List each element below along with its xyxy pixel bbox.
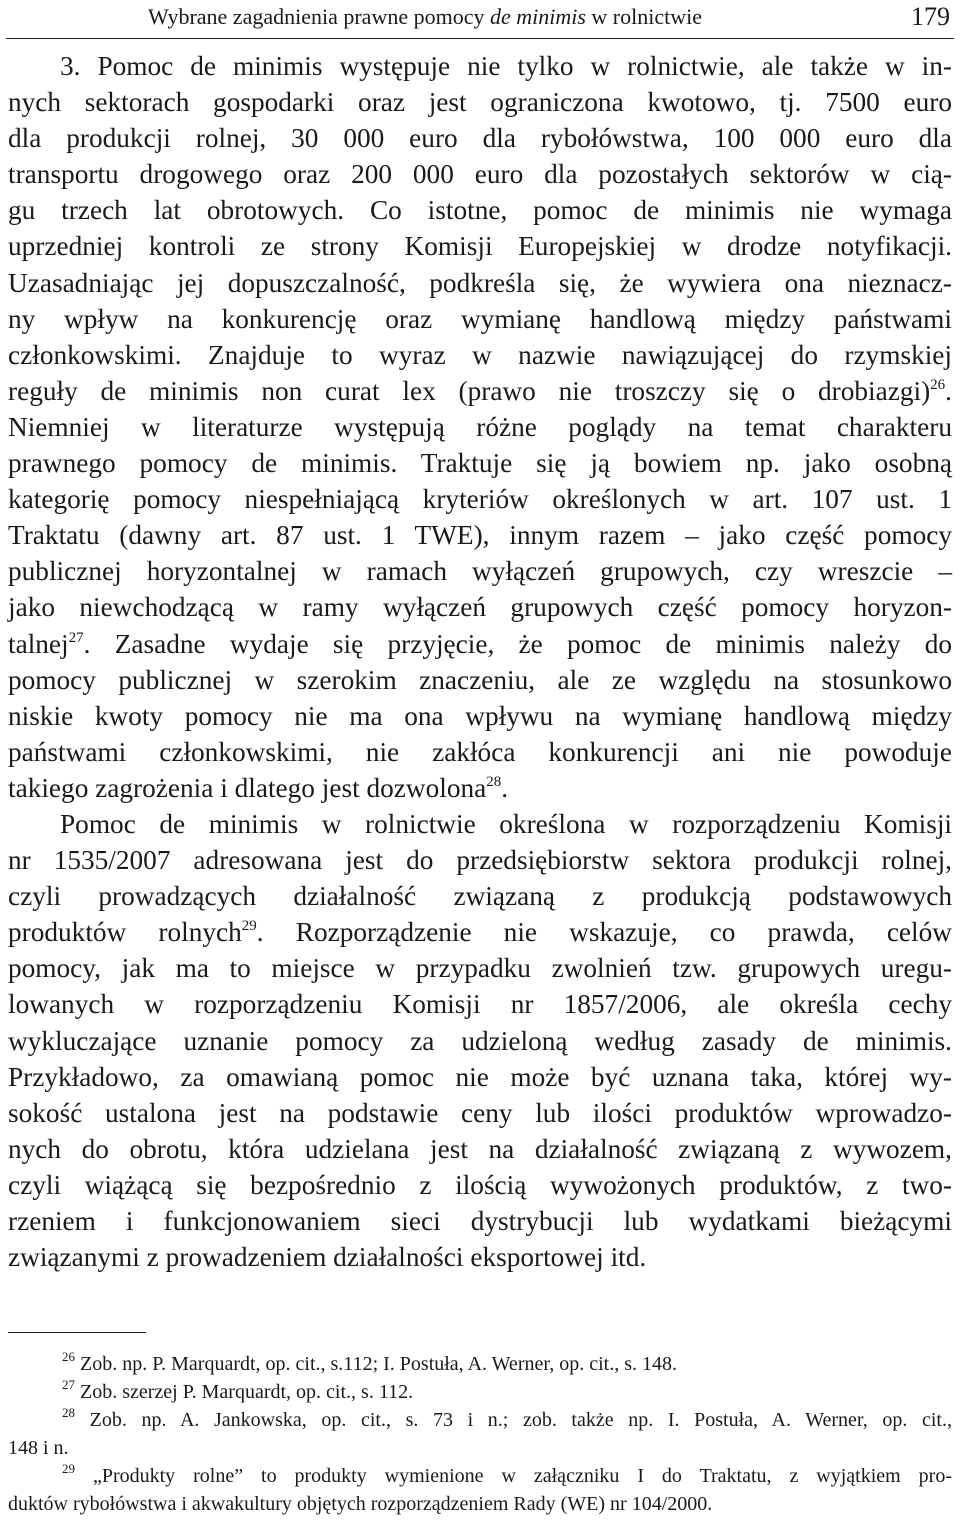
text-line: pomocy, jak ma to miejsce w przypadku zwolnień tzw. grupowych uregu- <box>8 953 952 984</box>
footnote-number: 27 <box>62 1377 75 1392</box>
text-line: Niemniej w literaturze występują różne poglądy na temat charakteru <box>8 411 952 442</box>
footnote-separator <box>8 1332 146 1333</box>
text-line: Uzasadniając jej dopuszczalność, podkreśla się, że wywiera ona nieznacz- <box>8 267 952 298</box>
footnote-number: 28 <box>62 1405 75 1420</box>
text-line: Traktatu (dawny art. 87 ust. 1 TWE), innym razem – jako część pomocy <box>8 520 952 551</box>
footnote-ref[interactable]: 28 <box>486 773 502 790</box>
footnote-ref[interactable]: 29 <box>241 918 257 935</box>
footnote: $^{26}$ Zob. np. P. Marquardt, op. cit., s.112; I. Postuła, A. Werner, op. cit., s. 148. <box>62 1349 677 1375</box>
text-line: publicznej horyzontalnej w ramach wyłączeń grupowych, czy wreszcie – <box>8 556 952 587</box>
footnote: $^{28}$ Zob. np. A. Jankowska, op. cit., s. 73 i n.; zob. także np. I. Postuła, A. Werner, op. cit., <box>62 1405 952 1431</box>
text-line: związanymi z prowadzeniem działalności eksportowej itd. <box>8 1242 647 1273</box>
text-line: prawnego pomocy de minimis. Traktuje się ją bowiem np. jako osobną <box>8 448 952 479</box>
footnote-number: 29 <box>62 1461 75 1476</box>
footnote-continuation: 148 i n. <box>8 1437 69 1459</box>
text-line: pomocy publicznej w szerokim znaczeniu, ale ze względu na stosunkowo <box>8 664 952 695</box>
footnotes <box>8 1350 952 1518</box>
text-line: niskie kwoty pomocy nie ma ona wpływu na wymianę handlową między <box>8 700 952 731</box>
text-line: Przykładowo, za omawianą pomoc nie może być uznana taka, której wy- <box>8 1061 952 1092</box>
text-line: gu trzech lat obrotowych. Co istotne, pomoc de minimis nie wymaga <box>8 195 952 226</box>
text-line: dla produkcji rolnej, 30 000 euro dla rybołówstwa, 100 000 euro dla <box>8 123 952 154</box>
text-line: członkowskimi. Znajduje to wyraz w nazwie nawiązującej do rzymskiej <box>8 339 952 370</box>
text-line: uprzedniej kontroli ze strony Komisji Europejskiej w drodze notyfikacji. <box>8 231 952 262</box>
text-line: wykluczające uznanie pomocy za udzieloną według zasady de minimis. <box>8 1025 952 1056</box>
text-line: produktów rolnych$^{29}$. Rozporządzenie nie wskazuje, co prawda, celów <box>8 917 952 948</box>
text-line: czyli prowadzących działalność związaną z produkcją podstawowych <box>8 881 952 912</box>
text-line: talnej$^{27}$. Zasadne wydaje się przyjęcie, że pomoc de minimis należy do <box>8 628 952 659</box>
footnote-number: 26 <box>62 1349 75 1364</box>
text-line: transportu drogowego oraz 200 000 euro dla pozostałych sektorów w cią- <box>8 159 952 190</box>
text-line: jako niewchodzącą w ramy wyłączeń grupowych część pomocy horyzon- <box>8 592 952 623</box>
header-rule <box>6 38 954 39</box>
footnote-ref[interactable]: 26 <box>930 376 946 393</box>
text-line: ny wpływ na konkurencję oraz wymianę handlową między państwami <box>8 303 952 334</box>
text-line: rzeniem i funkcjonowaniem sieci dystrybucji lub wydatkami bieżącymi <box>8 1206 952 1236</box>
footnote-continuation: duktów rybołówstwa i akwakultury objętych rozporządzeniem Rady (WE) nr 104/2000. <box>8 1493 713 1515</box>
text-line: reguły de minimis non curat lex (prawo nie troszczy się o drobiazgi)$^{26}$. <box>8 375 952 406</box>
page-number: 179 <box>911 2 950 31</box>
running-header <box>0 0 960 40</box>
text-line: sokość ustalona jest na podstawie ceny lub ilości produktów wprowadzo- <box>8 1097 952 1128</box>
text-line: nr 1535/2007 adresowana jest do przedsiębiorstw sektora produkcji rolnej, <box>8 845 952 876</box>
text-line: lowanych w rozporządzeniu Komisji nr 1857/2006, ale określa cechy <box>8 989 952 1020</box>
footnote: $^{27}$ Zob. szerzej P. Marquardt, op. cit., s. 112. <box>62 1377 414 1403</box>
body-text <box>8 48 952 1275</box>
text-line: czyli wiążącą się bezpośrednio z ilością wywożonych produktów, z two- <box>8 1169 952 1200</box>
footnote-ref[interactable]: 27 <box>68 629 84 646</box>
text-line: nych sektorach gospodarki oraz jest ograniczona kwotowo, tj. 7500 euro <box>8 87 952 118</box>
text-line: 3. Pomoc de minimis występuje nie tylko w rolnictwie, ale także w in- <box>60 51 952 81</box>
text-line: nych do obrotu, która udzielana jest na działalność związaną z wywozem, <box>8 1133 952 1164</box>
text-line: państwami członkowskimi, nie zakłóca konkurencji ani nie powoduje <box>8 736 952 767</box>
footnote: $^{29}$ „Produkty rolne” to produkty wymienione w załączniku I do Traktatu, z wyjątkiem pro- <box>62 1461 952 1487</box>
header-title: Wybrane zagadnienia prawne pomocy de minimis w rolnictwie <box>148 4 703 29</box>
text-line: takiego zagrożenia i dlatego jest dozwolona$^{28}$. <box>8 772 509 803</box>
text-line: Pomoc de minimis w rolnictwie określona w rozporządzeniu Komisji <box>60 808 952 839</box>
text-line: kategorię pomocy niespełniającą kryteriów określonych w art. 107 ust. 1 <box>8 484 952 515</box>
